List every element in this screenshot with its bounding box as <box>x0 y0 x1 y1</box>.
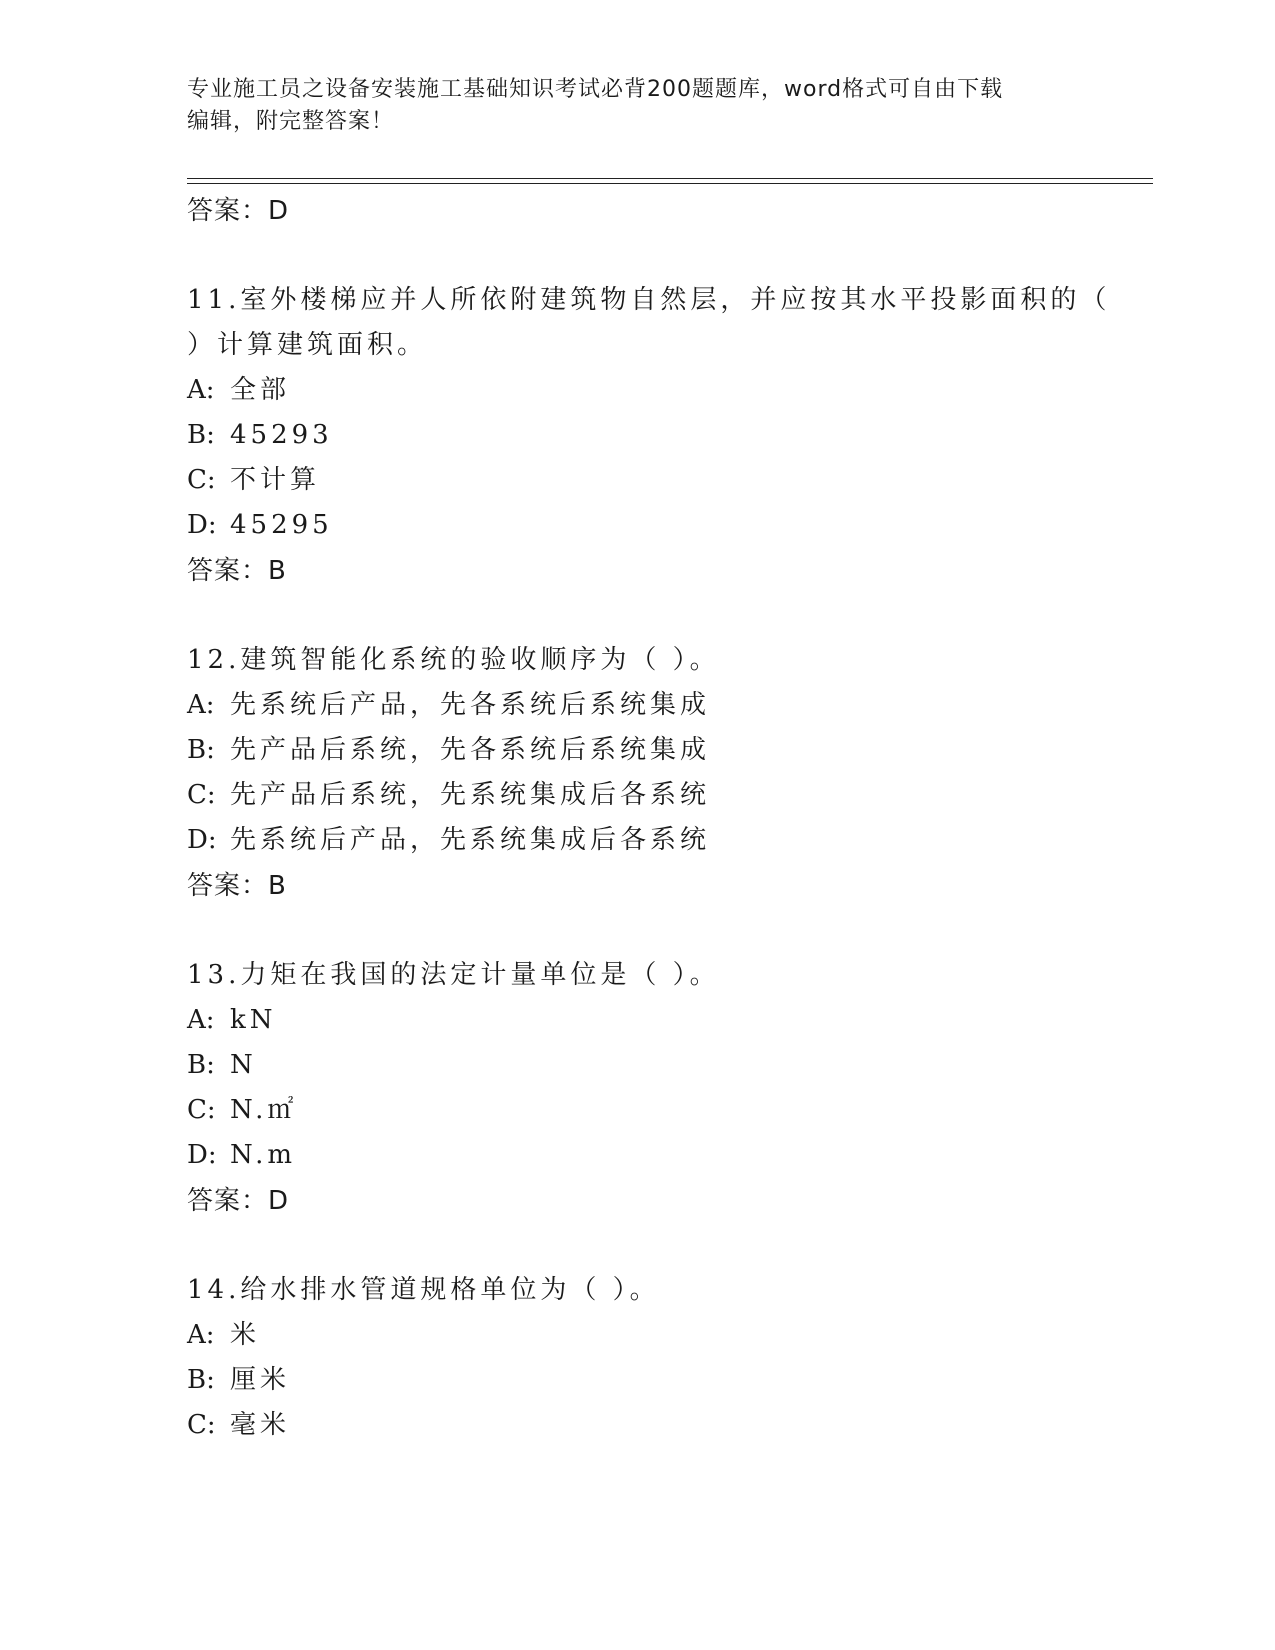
option-text: N <box>230 1050 257 1080</box>
option-text: 45295 <box>230 510 333 540</box>
question-text: 14.给水排水管道规格单位为（ ）。 <box>187 1275 660 1305</box>
option-text: 45293 <box>230 420 333 450</box>
option-text: N.㎡ <box>230 1095 298 1125</box>
answer: 答案：B <box>187 871 287 901</box>
option-label: B: <box>187 735 215 765</box>
option-c <box>187 773 1117 818</box>
header-line-1: 专业施工员之设备安装施工基础知识考试必背200题题库，word格式可自由下载 <box>187 77 1004 102</box>
answer: 答案：D <box>187 1186 290 1216</box>
option-label: A: <box>187 1320 215 1350</box>
option-d <box>187 818 1117 863</box>
question-14 <box>187 1268 1117 1448</box>
option-label: C: <box>187 1095 216 1125</box>
option-label: A: <box>187 1005 215 1035</box>
question-11 <box>187 278 1117 594</box>
option-label: D: <box>187 1140 217 1170</box>
option-a <box>187 683 1117 728</box>
option-d <box>187 1133 1117 1178</box>
option-text: 不计算 <box>230 465 321 495</box>
option-text: 毫米 <box>230 1410 291 1440</box>
option-text: 全部 <box>230 375 291 405</box>
option-b <box>187 413 1117 458</box>
option-label: D: <box>187 510 217 540</box>
document-header <box>187 74 1087 138</box>
option-text: 先产品后系统，先各系统后系统集成 <box>230 735 711 765</box>
option-a <box>187 368 1117 413</box>
option-label: C: <box>187 1410 216 1440</box>
option-label: B: <box>187 420 215 450</box>
header-line-2: 编辑，附完整答案！ <box>187 109 395 134</box>
option-label: A: <box>187 375 215 405</box>
option-d <box>187 503 1117 548</box>
option-text: kN <box>230 1005 277 1035</box>
option-label: D: <box>187 825 217 855</box>
question-12 <box>187 638 1117 909</box>
option-text: 先系统后产品，先各系统后系统集成 <box>230 690 711 720</box>
question-text: 13.力矩在我国的法定计量单位是（ ）。 <box>187 960 720 990</box>
question-13 <box>187 953 1117 1224</box>
option-b <box>187 728 1117 773</box>
option-a <box>187 1313 1117 1358</box>
header-divider-bottom <box>187 183 1153 184</box>
option-b <box>187 1043 1117 1088</box>
previous-answer: 答案：D <box>187 196 290 226</box>
option-text: 米 <box>230 1320 261 1350</box>
option-c <box>187 1403 1117 1448</box>
option-c <box>187 458 1117 503</box>
option-label: C: <box>187 780 216 810</box>
option-text: 先产品后系统，先系统集成后各系统 <box>230 780 711 810</box>
question-text: ）计算建筑面积。 <box>187 330 428 360</box>
question-list <box>187 188 1117 1492</box>
question-text: 12.建筑智能化系统的验收顺序为（ ）。 <box>187 645 720 675</box>
question-text: 11.室外楼梯应并人所依附建筑物自然层，并应按其水平投影面积的（ <box>187 285 1111 315</box>
option-label: A: <box>187 690 215 720</box>
option-text: 先系统后产品，先系统集成后各系统 <box>230 825 711 855</box>
header-divider-top <box>187 178 1153 179</box>
option-a <box>187 998 1117 1043</box>
option-c <box>187 1088 1117 1133</box>
option-label: C: <box>187 465 216 495</box>
option-b <box>187 1358 1117 1403</box>
option-label: B: <box>187 1365 215 1395</box>
option-text: N.m <box>230 1140 297 1170</box>
option-text: 厘米 <box>230 1365 291 1395</box>
option-label: B: <box>187 1050 215 1080</box>
answer: 答案：B <box>187 556 287 586</box>
